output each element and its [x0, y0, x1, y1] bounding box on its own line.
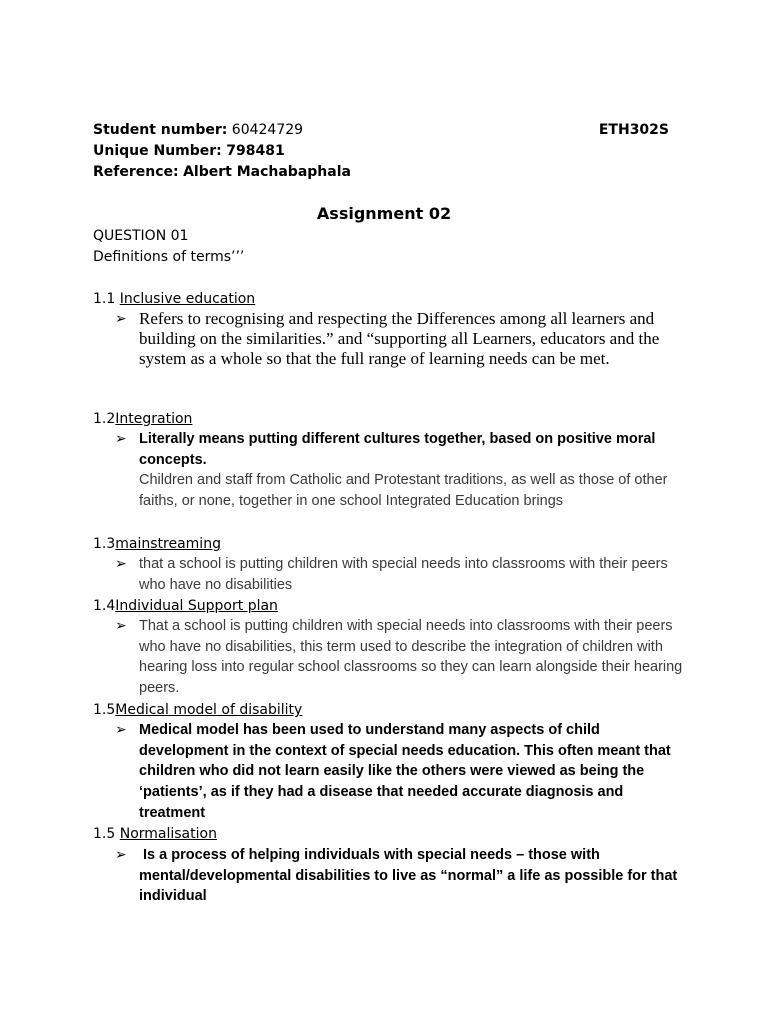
section-number: 1.3 — [93, 536, 116, 552]
section-body-1-4 — [115, 616, 685, 699]
page-title: Assignment 02 — [316, 204, 452, 223]
unique-number-label: Unique Number: — [93, 143, 222, 159]
definition-text: Medical model has been used to understand many aspects of child development in the context of special needs education. This often meant that children who did not learn easily like the others were viewed as being the ‘patients’, as if they had a disease that needed accurate diagnosis and treatment — [139, 722, 671, 821]
student-number-label: Student number: — [93, 122, 228, 138]
section-number: 1.5 — [93, 702, 116, 718]
section-body-1-3 — [115, 554, 685, 595]
arrow-bullet-icon: ➢ — [115, 311, 127, 327]
arrow-bullet-icon: ➢ — [115, 556, 127, 572]
bullet-item — [115, 309, 685, 369]
definition-extra-text: Children and staff from Catholic and Protestant traditions, as well as those of other faiths, or none, together in one school Integrated Education brings — [139, 472, 668, 510]
bullet-item — [115, 720, 685, 824]
section-heading-1-5-normalisation — [93, 824, 217, 844]
section-body-1-5-medical — [115, 720, 685, 824]
student-number-line — [93, 120, 303, 140]
bullet-item — [115, 616, 685, 699]
section-body-1-1 — [115, 309, 685, 369]
bullet-item — [115, 845, 685, 907]
section-term: mainstreaming — [115, 536, 221, 552]
unique-number-line — [93, 141, 285, 161]
section-term: Normalisation — [119, 826, 217, 842]
arrow-bullet-icon: ➢ — [115, 431, 127, 447]
section-term: Individual Support plan — [115, 598, 278, 614]
definition-text: That a school is putting children with special needs into classrooms with their peers who have no disabilities, this term used to describe the integration of children with hearing loss into regular school classrooms so they can learn alongside their hearing peers. — [139, 618, 683, 697]
course-code: ETH302S — [598, 122, 669, 138]
definition-text: that a school is putting children with special needs into classrooms with their peers who have no disabilities — [139, 556, 668, 593]
section-number: 1.1 — [93, 291, 120, 307]
section-body-1-5-normalisation — [115, 845, 685, 907]
section-term: Medical model of disability — [115, 702, 303, 718]
section-term: Inclusive education — [119, 291, 256, 307]
section-heading-1-5-medical — [93, 700, 302, 720]
reference-value: Albert Machabaphala — [183, 164, 351, 180]
section-heading-1-3 — [93, 534, 221, 554]
section-body-1-2 — [115, 429, 685, 512]
definition-text: Refers to recognising and respecting the Differences among all learners and building on the similarities.” and “supporting all Learners, educators and the system as a whole so that the full range of learning needs can be met. — [139, 309, 660, 368]
bullet-item — [115, 554, 685, 595]
section-number: 1.4 — [93, 598, 116, 614]
section-number: 1.2 — [93, 411, 116, 427]
unique-number-value: 798481 — [226, 143, 285, 159]
arrow-bullet-icon: ➢ — [115, 618, 127, 634]
question-label: QUESTION 01 — [93, 228, 189, 244]
section-heading-1-4 — [93, 596, 278, 616]
section-term: Integration — [115, 411, 193, 427]
reference-line — [93, 162, 351, 182]
section-number: 1.5 — [93, 826, 120, 842]
bullet-item — [115, 429, 685, 512]
section-heading-1-2 — [93, 409, 192, 429]
section-heading-1-1 — [93, 289, 255, 309]
student-number-value: 60424729 — [231, 122, 304, 138]
definition-text: Is a process of helping individuals with special needs – those with mental/developmental disabilities to live as “normal” a life as possible for that individual — [139, 847, 682, 905]
definitions-subheading: Definitions of terms’’’ — [93, 249, 245, 265]
arrow-bullet-icon: ➢ — [115, 847, 127, 863]
definition-text: Literally means putting different cultures together, based on positive moral concepts. — [139, 431, 656, 468]
arrow-bullet-icon: ➢ — [115, 722, 127, 738]
reference-label: Reference: — [93, 164, 179, 180]
